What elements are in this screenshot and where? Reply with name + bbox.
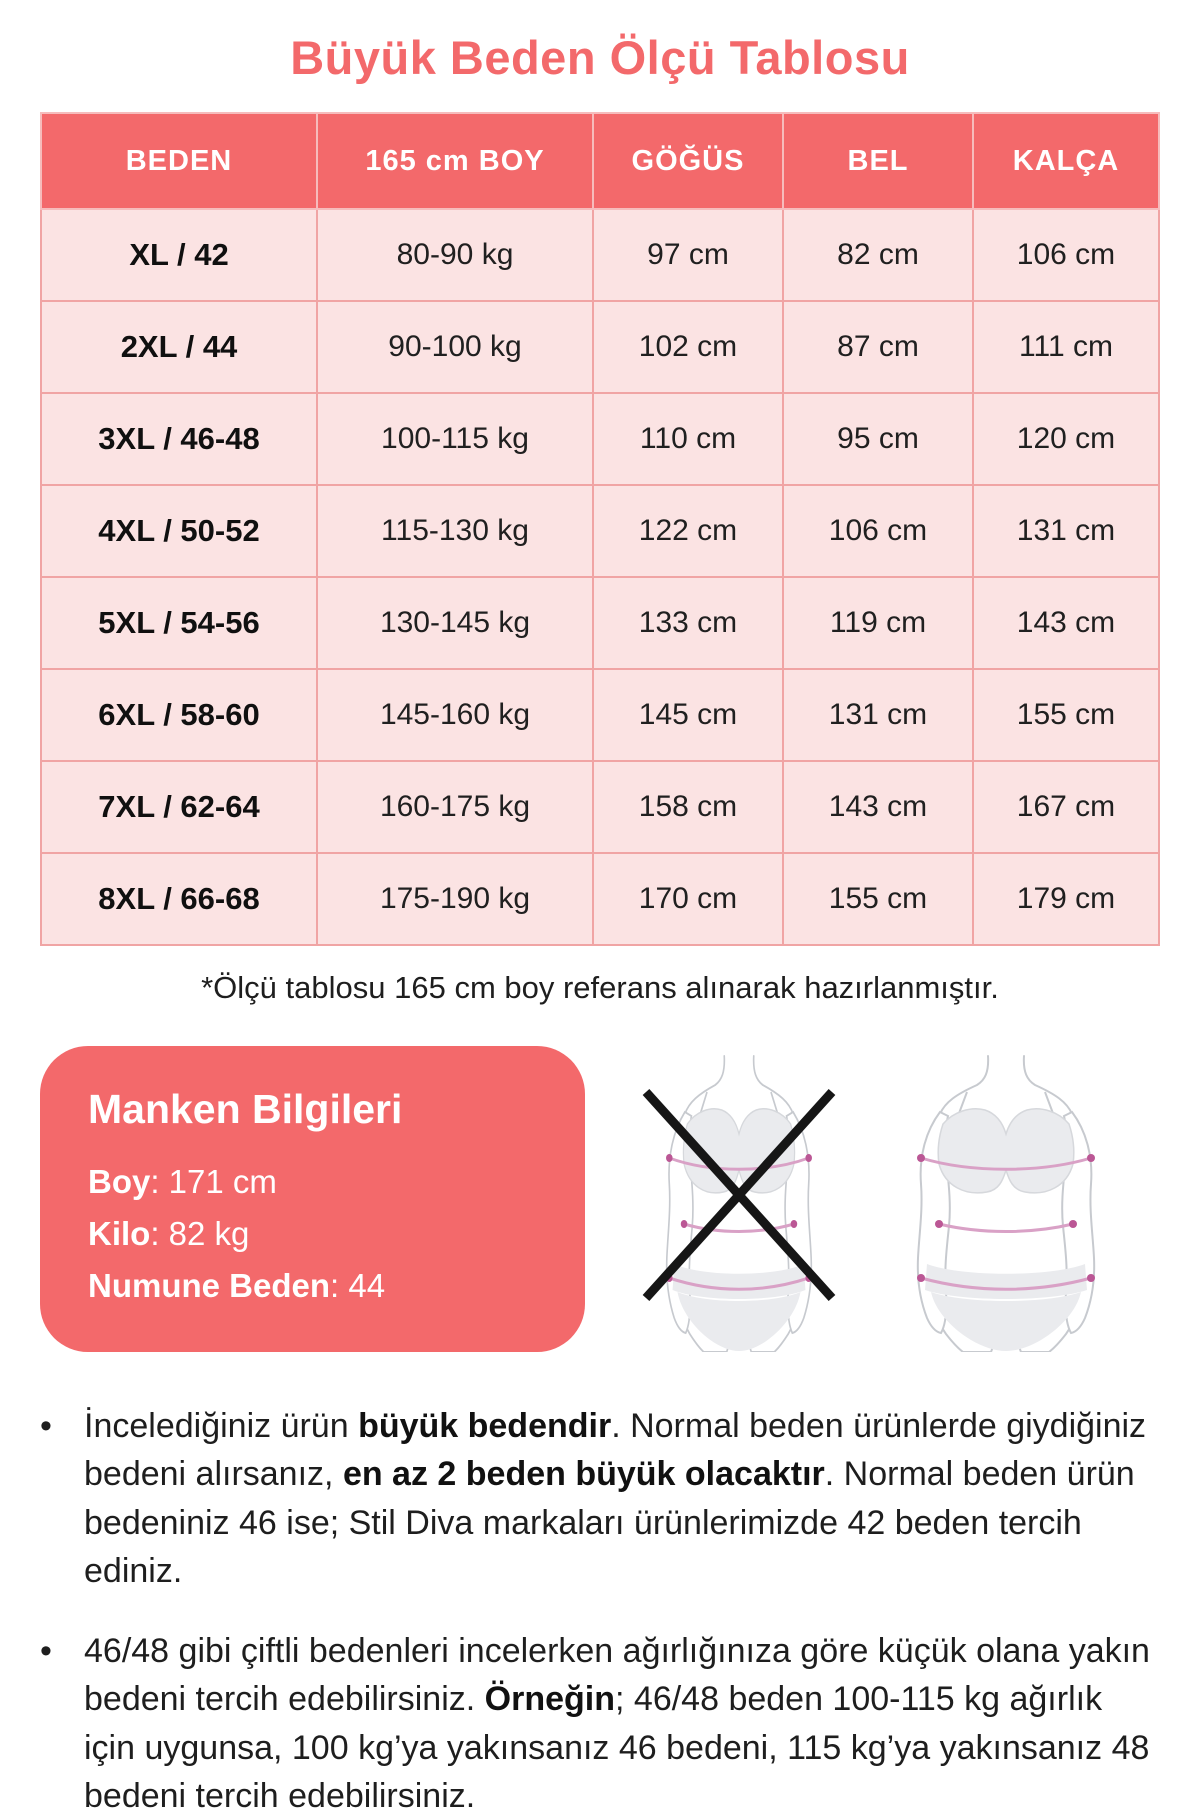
bullet-dot: • [40,1407,52,1445]
bullet-dot: • [40,1632,52,1671]
measure-cell: 119 cm [783,577,973,669]
measure-cell: 133 cm [593,577,783,669]
measure-cell: 170 cm [593,853,783,945]
measure-cell: 160-175 kg [317,761,593,853]
measure-cell: 97 cm [593,209,783,301]
measure-cell: 143 cm [973,577,1159,669]
size-cell: 7XL / 62-64 [41,761,317,853]
model-info-section [40,1046,1160,1352]
model-info-field: Kilo: 82 kg [88,1215,250,1252]
size-table-header-cell: BEDEN [41,113,317,209]
measure-cell: 106 cm [783,485,973,577]
measure-cell: 130-145 kg [317,577,593,669]
measure-cell: 167 cm [973,761,1159,853]
size-cell: 6XL / 58-60 [41,669,317,761]
size-cell: 8XL / 66-68 [41,853,317,945]
size-table [40,112,1160,946]
model-info-field: Numune Beden: 44 [88,1267,386,1304]
table-row [41,761,1159,853]
table-row [41,853,1159,945]
measure-cell: 122 cm [593,485,783,577]
measure-cell: 179 cm [973,853,1159,945]
measure-cell: 87 cm [783,301,973,393]
table-row [41,577,1159,669]
slim-body-crossed-icon [620,1052,858,1352]
table-row [41,209,1159,301]
measure-cell: 145 cm [593,669,783,761]
note-item [40,1627,1160,1820]
model-info-card [40,1046,585,1352]
size-table-header-cell: KALÇA [973,113,1159,209]
table-row [41,669,1159,761]
model-info-field: Boy: 171 cm [88,1163,277,1200]
measure-cell: 145-160 kg [317,669,593,761]
model-info-title: Manken Bilgileri [88,1086,403,1132]
note-text: İncelediğiniz ürün büyük bedendir. Normal beden ürünlerde giydiğiniz bedeni alırsanız, en az 2 beden büyük olacaktır. Normal beden ürün bedeniniz 46 ise; Stil Diva markaları ürünlerimizde 42 beden tercih ediniz. [84,1407,1147,1590]
measure-cell: 110 cm [593,393,783,485]
measure-cell: 155 cm [783,853,973,945]
fit-comparison-figures [585,1046,1160,1352]
measure-cell: 115-130 kg [317,485,593,577]
measure-cell: 102 cm [593,301,783,393]
size-table-header-cell: GÖĞÜS [593,113,783,209]
size-cell: XL / 42 [41,209,317,301]
note-text: 46/48 gibi çiftli bedenleri incelerken ağırlığınıza göre küçük olana yakın bedeni tercih edebilirsiniz. Örneğin; 46/48 beden 100-115 kg ağırlık için uygunsa, 100 kg’ya yakınsanız 46 bedeni, 115 kg’ya yakınsanız 48 bedeni tercih edebilirsiniz. [84,1632,1150,1815]
size-cell: 4XL / 50-52 [41,485,317,577]
size-cell: 5XL / 54-56 [41,577,317,669]
table-footnote: *Ölçü tablosu 165 cm boy referans alınarak hazırlanmıştır. [201,970,999,1005]
table-row [41,301,1159,393]
size-table-body [41,209,1159,945]
size-table-header-cell: BEL [783,113,973,209]
page-title: Büyük Beden Ölçü Tablosu [290,31,910,84]
measure-cell: 131 cm [783,669,973,761]
measure-cell: 80-90 kg [317,209,593,301]
measure-cell: 111 cm [973,301,1159,393]
measure-cell: 82 cm [783,209,973,301]
measure-cell: 158 cm [593,761,783,853]
note-item [40,1402,1160,1595]
size-table-header-cell: 165 cm BOY [317,113,593,209]
measure-cell: 131 cm [973,485,1159,577]
notes-list [40,1402,1160,1820]
plus-body-icon [887,1052,1125,1352]
size-cell: 3XL / 46-48 [41,393,317,485]
table-row [41,393,1159,485]
measure-cell: 90-100 kg [317,301,593,393]
measure-cell: 155 cm [973,669,1159,761]
table-row [41,485,1159,577]
size-table-header-row [41,113,1159,209]
measure-cell: 100-115 kg [317,393,593,485]
measure-cell: 175-190 kg [317,853,593,945]
measure-cell: 95 cm [783,393,973,485]
size-cell: 2XL / 44 [41,301,317,393]
measure-cell: 120 cm [973,393,1159,485]
measure-cell: 106 cm [973,209,1159,301]
measure-cell: 143 cm [783,761,973,853]
model-info-fields [88,1163,555,1305]
